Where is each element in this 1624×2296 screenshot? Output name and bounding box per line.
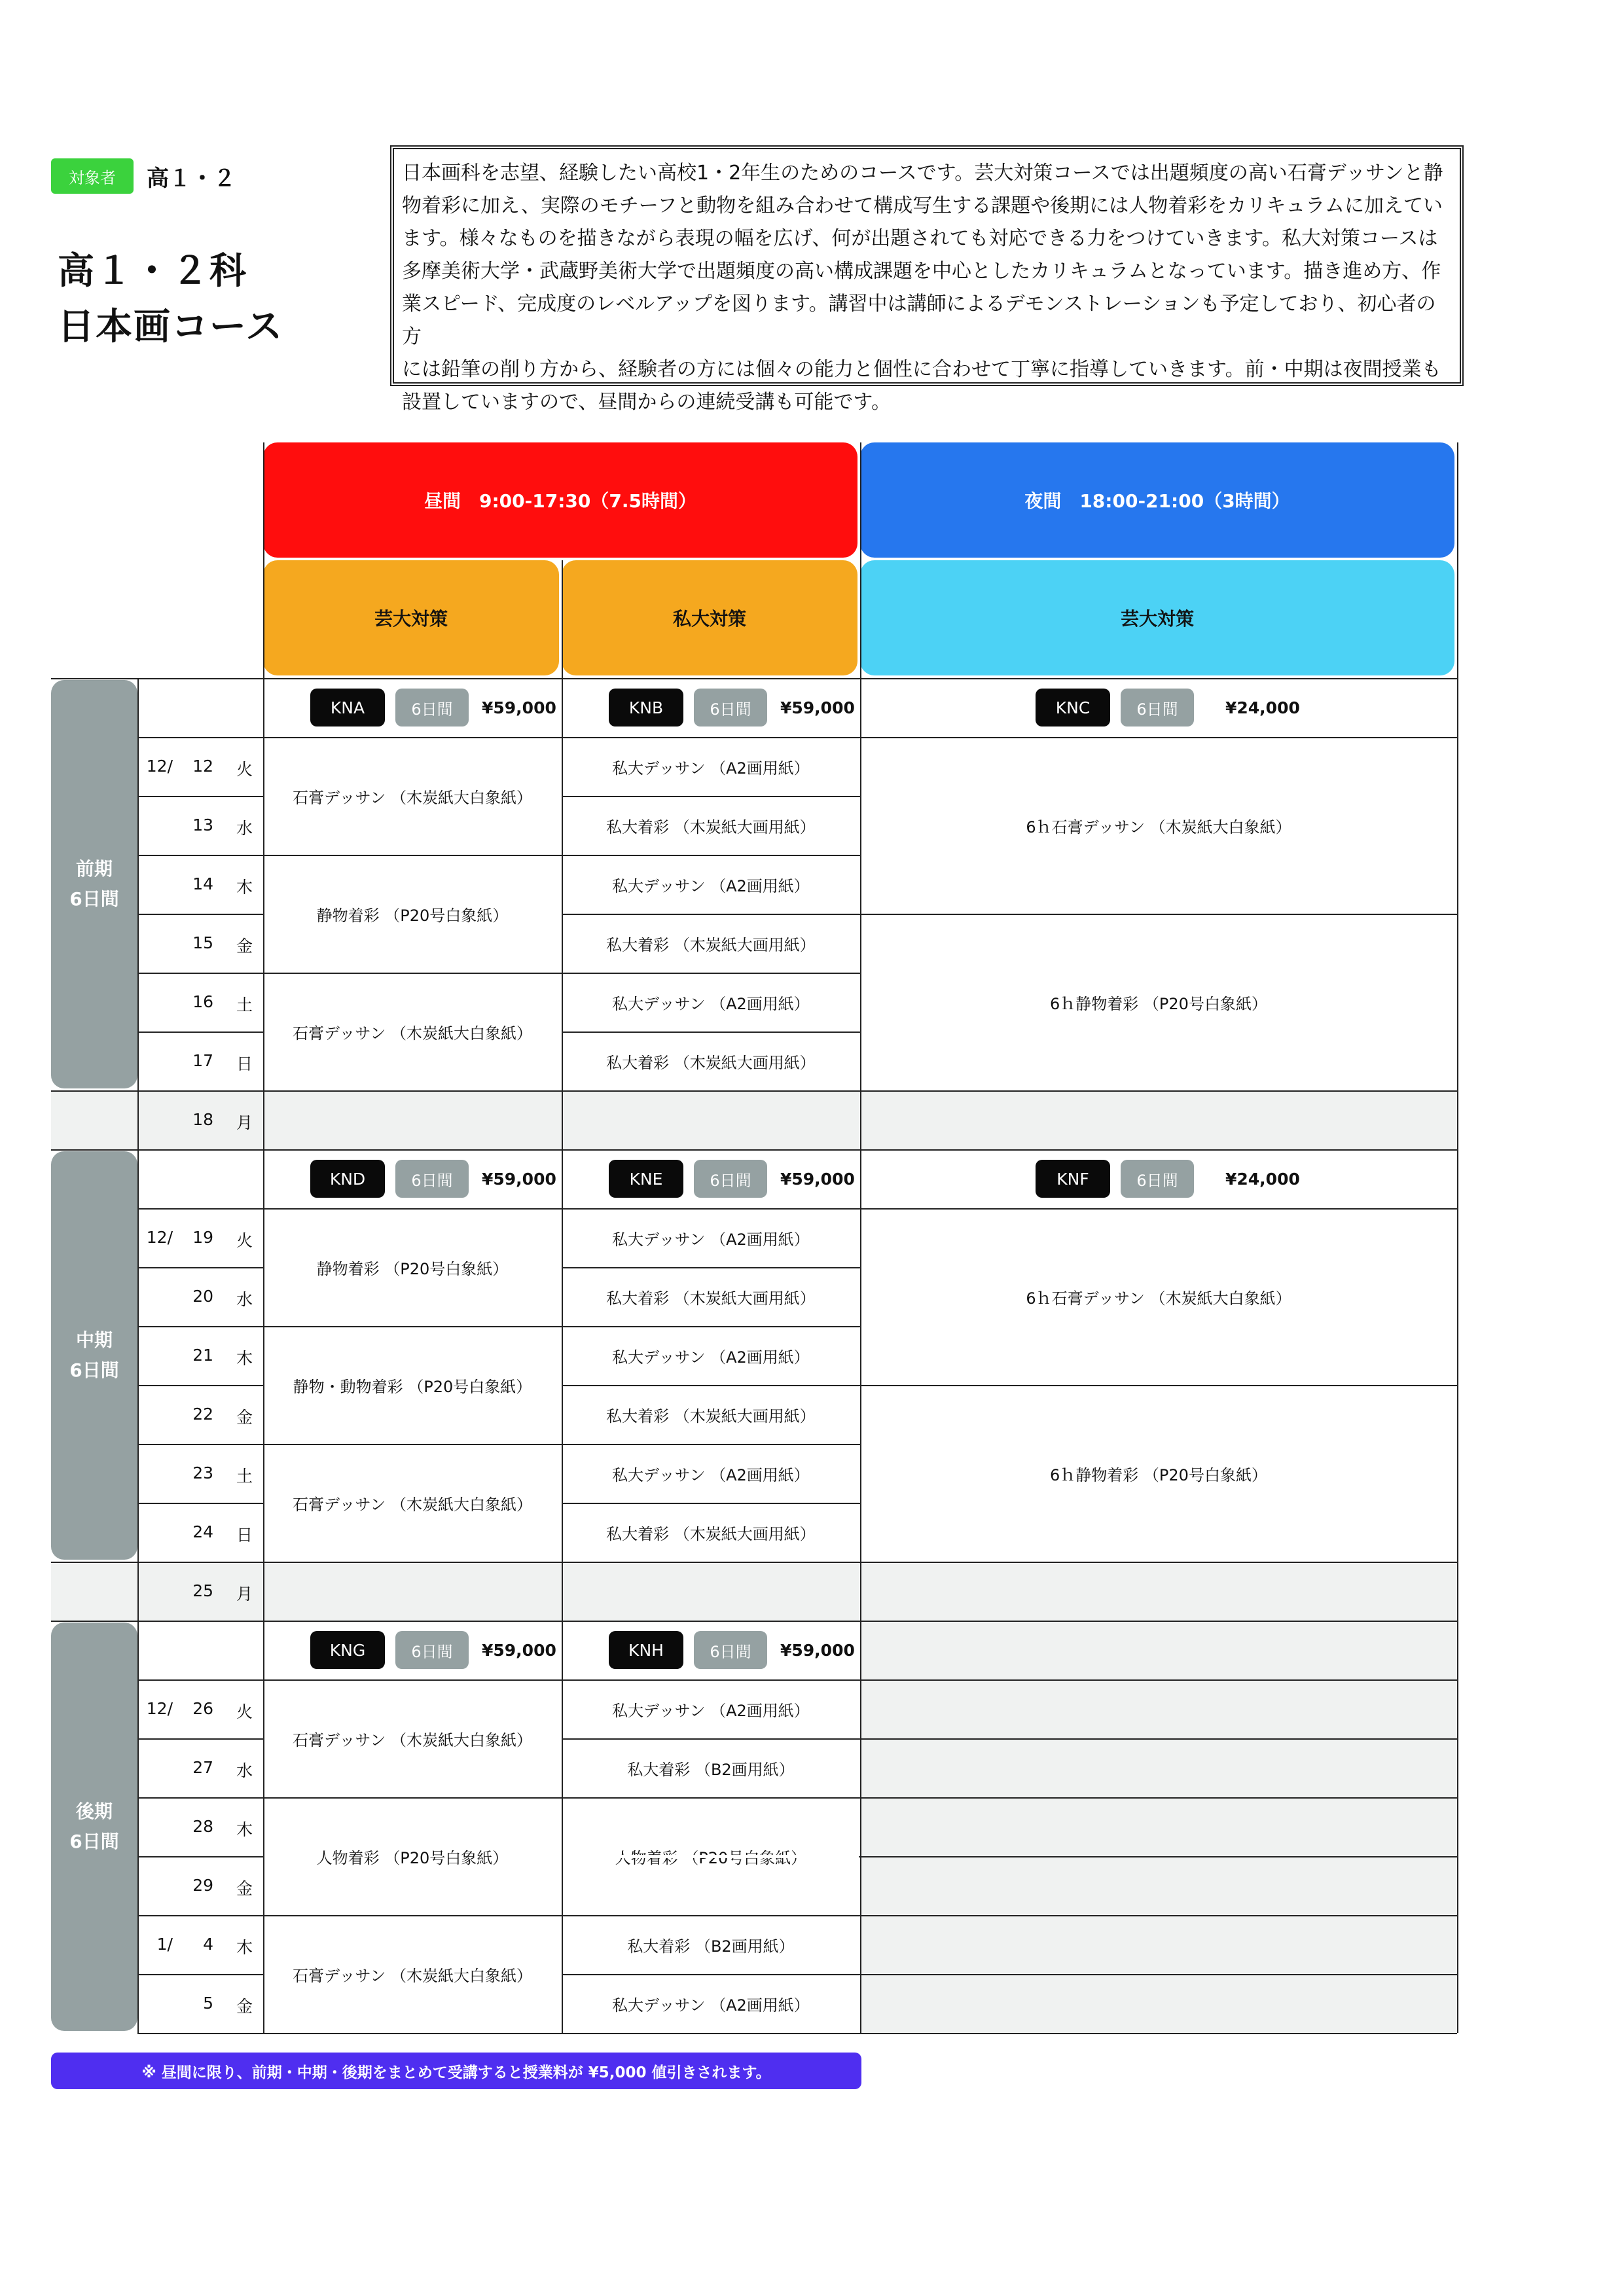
course-price: ¥59,000 (482, 698, 556, 717)
shidai-class-cell: 私大着彩 （木炭紙大画用紙） (606, 1289, 816, 1308)
course-price: ¥59,000 (780, 1640, 855, 1660)
table-rule (860, 1915, 1457, 1916)
course-price: ¥59,000 (482, 1169, 556, 1189)
date-day: 12 (192, 757, 213, 776)
period-label (51, 1623, 137, 2031)
date-weekday: 日 (236, 1526, 253, 1545)
table-rule (137, 1503, 263, 1504)
off-day-row (51, 1562, 1457, 1621)
date-weekday: 火 (236, 760, 253, 779)
table-rule (860, 442, 861, 2033)
date-day: 22 (192, 1405, 213, 1424)
duration-badge: 6日間 (395, 1160, 469, 1198)
date-weekday: 金 (236, 937, 253, 956)
course-description: 日本画科を志望、経験したい高校1・2年生のためのコースです。芸大対策コースでは出題頻度の高い石膏デッサンと静 物着彩に加え、実際のモチーフと動物を組み合わせて構成写生する課題や後期には人物着彩をカリキュラムに加えてい ます。様々なものを描きながら表現の幅を広げ、何が出題されても対応できる力をつけていきます。私大対策コースは 多摩美術大学・武蔵野美術大学で出題頻度の高い構成課題を中心としたカリキュラムとなっています。描き進め方、作 業スピード、完成度のレベルアップを図ります。講習中は講師によるデモンストレーションも予定しており、初心者の方 には鉛筆の削り方から、経験者の方には個々の能力と個性に合わせて丁寧に指導していきます。前・中期は夜間授業も 設置していますので、昼間からの連続受講も可能です。 (390, 145, 1464, 386)
date-weekday: 金 (236, 1879, 253, 1898)
date-weekday: 土 (236, 1467, 253, 1486)
geidai-class-cell: 静物着彩 （P20号白象紙） (316, 1259, 509, 1278)
shidai-class-cell: 私大デッサン （A2画用紙） (612, 1348, 810, 1367)
table-rule (137, 1326, 263, 1327)
table-rule (263, 855, 562, 856)
table-rule (263, 1621, 562, 1622)
table-rule (562, 973, 860, 974)
shidai-class-cell: 私大着彩 （木炭紙大画用紙） (606, 935, 816, 954)
table-rule (860, 1090, 1457, 1092)
table-rule (137, 1267, 263, 1268)
duration-badge: 6日間 (395, 689, 469, 726)
table-rule (51, 1149, 263, 1151)
period-name: 中期 (75, 1329, 113, 1351)
table-rule (51, 678, 263, 679)
course-code-badge: KNC (1036, 689, 1110, 726)
table-rule (263, 1679, 562, 1681)
table-rule (562, 1267, 860, 1268)
table-rule (860, 1208, 1457, 1210)
table-rule (860, 1738, 1457, 1740)
table-rule (137, 855, 263, 856)
page-title-line1: 高１・２科 (58, 250, 247, 293)
table-rule (860, 737, 1457, 738)
course-code-badge: KNG (310, 1631, 385, 1669)
geidai-class-cell: 静物・動物着彩 （P20号白象紙） (293, 1377, 532, 1396)
date-day: 25 (192, 1581, 213, 1600)
table-rule (263, 1562, 562, 1563)
night-class-cell: 6ｈ石膏デッサン （木炭紙大白象紙） (1026, 1289, 1291, 1308)
table-rule (562, 1915, 860, 1916)
duration-badge: 6日間 (694, 1160, 767, 1198)
table-rule (263, 1915, 562, 1916)
course-price: ¥59,000 (780, 698, 855, 717)
shidai-class-cell: 私大デッサン （A2画用紙） (612, 759, 810, 778)
course-price: ¥24,000 (1225, 1169, 1300, 1189)
course-price: ¥59,000 (482, 1640, 556, 1660)
night-geidai-header: 芸大対策 (860, 560, 1454, 675)
night-class-cell: 6ｈ静物着彩 （P20号白象紙） (1050, 994, 1267, 1013)
course-price: ¥24,000 (1225, 698, 1300, 717)
date-day: 18 (192, 1110, 213, 1129)
nighttime-header: 夜間 18:00-21:00（3時間） (860, 442, 1454, 558)
date-day: 14 (192, 874, 213, 893)
target-tag: 対象者 (51, 158, 134, 194)
daytime-header: 昼間 9:00-17:30（7.5時間） (263, 442, 857, 558)
date-day: 24 (192, 1522, 213, 1541)
duration-badge: 6日間 (395, 1631, 469, 1669)
grade-label: 高１・２ (147, 165, 236, 192)
table-rule (562, 560, 563, 2033)
table-rule (263, 973, 562, 974)
date-weekday: 土 (236, 996, 253, 1014)
table-rule (137, 1444, 263, 1445)
table-rule (562, 1208, 860, 1210)
table-rule (263, 737, 562, 738)
table-rule (263, 1090, 562, 1092)
table-rule (263, 678, 562, 679)
duration-badge: 6日間 (1121, 1160, 1194, 1198)
geidai-class-cell: 石膏デッサン （木炭紙大白象紙） (293, 788, 532, 807)
table-rule (860, 1974, 1457, 1975)
shidai-class-cell: 私大デッサン （A2画用紙） (612, 1465, 810, 1484)
table-rule (263, 2033, 562, 2034)
discount-note: ※ 昼間に限り、前期・中期・後期をまとめて受講すると授業料が ¥5,000 値引きされます。 (51, 2053, 861, 2089)
day-geidai-header: 芸大対策 (263, 560, 559, 675)
table-rule (263, 1326, 562, 1327)
date-month: 12/ (146, 1228, 173, 1247)
table-rule (51, 1621, 263, 1622)
table-rule (562, 1149, 860, 1151)
date-day: 21 (192, 1346, 213, 1365)
date-day: 26 (192, 1699, 213, 1718)
date-weekday: 木 (236, 878, 253, 897)
course-code-badge: KNF (1036, 1160, 1110, 1198)
table-rule (137, 1974, 263, 1975)
shidai-class-cell: 私大デッサン （A2画用紙） (612, 876, 810, 895)
table-rule (562, 1621, 860, 1622)
period-label (51, 680, 137, 1088)
course-code-badge: KNB (609, 689, 683, 726)
date-weekday: 水 (236, 1761, 253, 1780)
date-weekday: 月 (236, 1113, 253, 1132)
geidai-class-cell: 石膏デッサン （木炭紙大白象紙） (293, 1024, 532, 1043)
date-day: 17 (192, 1051, 213, 1070)
table-rule (562, 1679, 860, 1681)
period-duration: 6日間 (69, 888, 119, 910)
date-month: 12/ (146, 1699, 173, 1718)
geidai-class-cell: 静物着彩 （P20号白象紙） (316, 906, 509, 925)
date-day: 15 (192, 933, 213, 952)
table-rule (860, 1621, 1457, 1622)
course-code-badge: KND (310, 1160, 385, 1198)
date-weekday: 木 (236, 1938, 253, 1957)
table-rule (562, 1444, 860, 1445)
night-empty-area (860, 1621, 1457, 2033)
course-code-badge: KNA (310, 689, 385, 726)
period-name: 前期 (75, 858, 113, 880)
table-rule (860, 1385, 1457, 1386)
date-weekday: 木 (236, 1349, 253, 1368)
table-rule (562, 1562, 860, 1563)
table-rule (137, 737, 263, 738)
table-rule (263, 442, 264, 2033)
table-rule (137, 1915, 263, 1916)
table-rule (860, 1149, 1457, 1151)
geidai-class-cell: 石膏デッサン （木炭紙大白象紙） (293, 1495, 532, 1514)
table-rule (562, 1090, 860, 1092)
table-rule (137, 1738, 263, 1740)
table-rule (562, 678, 860, 679)
table-rule (137, 678, 139, 2033)
date-day: 27 (192, 1758, 213, 1777)
table-rule (137, 914, 263, 915)
date-day: 5 (203, 1994, 213, 2013)
date-weekday: 月 (236, 1585, 253, 1604)
date-day: 29 (192, 1876, 213, 1895)
table-rule (137, 2033, 263, 2034)
shidai-class-cell: 私大デッサン （A2画用紙） (612, 1701, 810, 1720)
course-code-badge: KNE (609, 1160, 683, 1198)
table-rule (562, 1503, 860, 1504)
geidai-class-cell: 石膏デッサン （木炭紙大白象紙） (293, 1966, 532, 1985)
table-rule (562, 737, 860, 738)
off-day-row (51, 1090, 1457, 1149)
shidai-class-cell: 私大着彩 （B2画用紙） (627, 1760, 795, 1779)
duration-badge: 6日間 (694, 1631, 767, 1669)
duration-badge: 6日間 (694, 689, 767, 726)
table-rule (263, 1797, 562, 1799)
table-rule (1457, 442, 1458, 2033)
table-rule (51, 1562, 263, 1563)
merge-mask (563, 1855, 859, 1858)
date-weekday: 水 (236, 819, 253, 838)
course-price: ¥59,000 (780, 1169, 855, 1189)
date-weekday: 日 (236, 1054, 253, 1073)
date-day: 23 (192, 1463, 213, 1482)
table-rule (860, 1797, 1457, 1799)
night-class-cell: 6ｈ静物着彩 （P20号白象紙） (1050, 1465, 1267, 1484)
table-rule (137, 1797, 263, 1799)
day-shidai-header: 私大対策 (562, 560, 857, 675)
geidai-class-cell: 石膏デッサン （木炭紙大白象紙） (293, 1731, 532, 1749)
date-day: 28 (192, 1817, 213, 1836)
date-month: 12/ (146, 757, 173, 776)
shidai-class-cell: 私大着彩 （木炭紙大画用紙） (606, 1524, 816, 1543)
date-day: 13 (192, 816, 213, 834)
table-rule (860, 2033, 1457, 2034)
duration-badge: 6日間 (1121, 689, 1194, 726)
date-day: 4 (203, 1935, 213, 1954)
table-rule (263, 1149, 562, 1151)
date-weekday: 金 (236, 1408, 253, 1427)
date-weekday: 水 (236, 1290, 253, 1309)
geidai-class-cell: 人物着彩 （P20号白象紙） (316, 1848, 509, 1867)
shidai-class-cell: 私大デッサン （A2画用紙） (612, 1230, 810, 1249)
page-title-line2: 日本画コース (58, 306, 284, 348)
table-rule (137, 973, 263, 974)
night-class-cell: 6ｈ石膏デッサン （木炭紙大白象紙） (1026, 817, 1291, 836)
date-day: 20 (192, 1287, 213, 1306)
table-rule (137, 1208, 263, 1210)
table-rule (562, 1385, 860, 1386)
period-duration: 6日間 (69, 1831, 119, 1852)
table-rule (860, 1856, 1457, 1857)
table-rule (137, 1385, 263, 1386)
table-rule (137, 1031, 263, 1033)
table-rule (263, 1444, 562, 1445)
table-rule (562, 1974, 860, 1975)
table-rule (263, 1208, 562, 1210)
date-weekday: 火 (236, 1702, 253, 1721)
table-rule (137, 796, 263, 797)
table-rule (137, 1856, 263, 1857)
shidai-class-cell: 私大着彩 （B2画用紙） (627, 1937, 795, 1956)
table-rule (562, 914, 860, 915)
table-rule (562, 1326, 860, 1327)
table-rule (860, 1562, 1457, 1563)
table-rule (860, 914, 1457, 915)
shidai-class-cell: 私大デッサン （A2画用紙） (612, 994, 810, 1013)
date-weekday: 火 (236, 1231, 253, 1250)
course-code-badge: KNH (609, 1631, 683, 1669)
shidai-class-cell: 私大着彩 （木炭紙大画用紙） (606, 1407, 816, 1426)
date-day: 16 (192, 992, 213, 1011)
shidai-class-cell: 私大着彩 （木炭紙大画用紙） (606, 817, 816, 836)
table-rule (860, 1679, 1457, 1681)
date-weekday: 木 (236, 1820, 253, 1839)
table-rule (562, 2033, 860, 2034)
table-rule (562, 1797, 860, 1799)
period-label (51, 1151, 137, 1560)
period-duration: 6日間 (69, 1359, 119, 1381)
shidai-class-cell: 私大デッサン （A2画用紙） (612, 1996, 810, 2015)
table-rule (562, 855, 860, 856)
table-rule (137, 1679, 263, 1681)
table-rule (562, 796, 860, 797)
date-month: 1/ (156, 1935, 173, 1954)
table-rule (562, 1031, 860, 1033)
table-rule (562, 1738, 860, 1740)
shidai-class-cell: 私大着彩 （木炭紙大画用紙） (606, 1053, 816, 1072)
date-day: 19 (192, 1228, 213, 1247)
table-rule (51, 1090, 263, 1092)
date-weekday: 金 (236, 1997, 253, 2016)
period-name: 後期 (75, 1801, 113, 1822)
table-rule (860, 678, 1457, 679)
